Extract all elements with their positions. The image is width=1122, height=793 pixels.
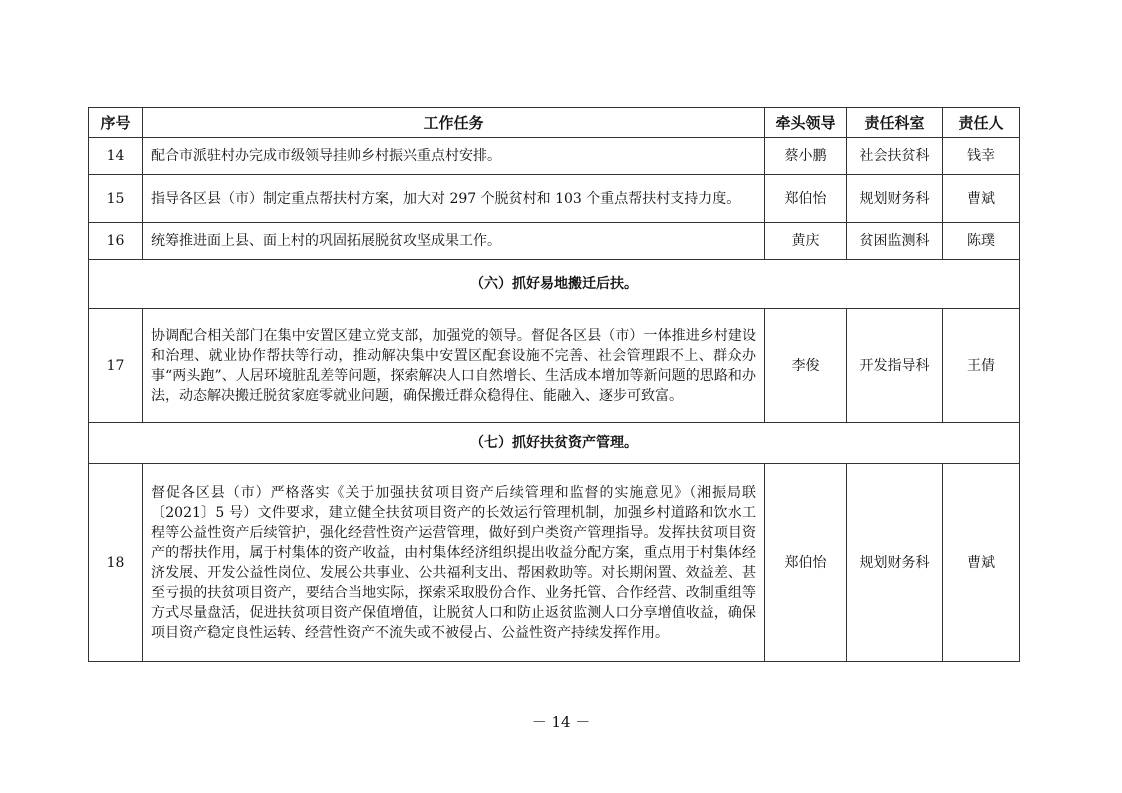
row-leader: 黄庆 bbox=[765, 223, 847, 260]
table-row bbox=[89, 175, 1020, 223]
row-dept: 贫困监测科 bbox=[847, 223, 943, 260]
row-dept: 规划财务科 bbox=[847, 464, 943, 662]
row-task: 督促各区县（市）严格落实《关于加强扶贫项目资产后续管理和监督的实施意见》（湘振局联〔2021〕5 号）文件要求，建立健全扶贫项目资产的长效运行管理机制，加强乡村道路和饮水工程等公益性资产后续管护，强化经营性资产运营管理，做好到户类资产管理指导。发挥扶贫项目资产的帮扶作用，属于村集体的资产收益，由村集体经济组织提出收益分配方案，重点用于村集体经济发展、开发公益性岗位、发展公共事业、公共福利支出、帮困救助等。对长期闲置、效益差、甚至亏损的扶贫项目资产，要结合当地实际，探索采取股份合作、业务托管、合作经营、改制重组等方式尽量盘活，促进扶贫项目资产保值增值，让脱贫人口和防止返贫监测人口分享增值收益，确保项目资产稳定良性运转、经营性资产不流失或不被侵占、公益性资产持续发挥作用。 bbox=[143, 464, 765, 662]
page-number: － 14 － bbox=[531, 713, 591, 731]
row-person: 钱幸 bbox=[943, 138, 1020, 175]
row-task: 指导各区县（市）制定重点帮扶村方案，加大对 297 个脱贫村和 103 个重点帮扶村支持力度。 bbox=[143, 175, 765, 223]
row-dept: 规划财务科 bbox=[847, 175, 943, 223]
row-dept: 开发指导科 bbox=[847, 309, 943, 423]
section-heading-6: （六）抓好易地搬迁后扶。 bbox=[89, 260, 1020, 309]
row-dept: 社会扶贫科 bbox=[847, 138, 943, 175]
row-person: 王倩 bbox=[943, 309, 1020, 423]
row-leader: 郑伯怡 bbox=[765, 175, 847, 223]
table-row bbox=[89, 138, 1020, 175]
header-dept: 责任科室 bbox=[847, 108, 943, 138]
row-leader: 蔡小鹏 bbox=[765, 138, 847, 175]
table-row bbox=[89, 223, 1020, 260]
row-task: 统筹推进面上县、面上村的巩固拓展脱贫攻坚成果工作。 bbox=[143, 223, 765, 260]
row-person: 陈璞 bbox=[943, 223, 1020, 260]
header-leader: 牵头领导 bbox=[765, 108, 847, 138]
table-row bbox=[89, 309, 1020, 423]
section-heading-7: （七）抓好扶贫资产管理。 bbox=[89, 423, 1020, 464]
row-task: 配合市派驻村办完成市级领导挂帅乡村振兴重点村安排。 bbox=[143, 138, 765, 175]
row-number: 18 bbox=[89, 464, 143, 662]
section-row bbox=[89, 260, 1020, 309]
header-person: 责任人 bbox=[943, 108, 1020, 138]
row-person: 曹斌 bbox=[943, 464, 1020, 662]
row-number: 15 bbox=[89, 175, 143, 223]
row-leader: 李俊 bbox=[765, 309, 847, 423]
table-row bbox=[89, 464, 1020, 662]
header-no: 序号 bbox=[89, 108, 143, 138]
row-number: 14 bbox=[89, 138, 143, 175]
row-leader: 郑伯怡 bbox=[765, 464, 847, 662]
table-header-row bbox=[89, 108, 1020, 138]
row-task: 协调配合相关部门在集中安置区建立党支部，加强党的领导。督促各区县（市）一体推进乡村建设和治理、就业协作帮扶等行动，推动解决集中安置区配套设施不完善、社会管理跟不上、群众办事“两头跑”、人居环境脏乱差等问题，探索解决人口自然增长、生活成本增加等新问题的思路和办法，动态解决搬迁脱贫家庭零就业问题，确保搬迁群众稳得住、能融入、逐步可致富。 bbox=[143, 309, 765, 423]
task-table bbox=[88, 107, 1020, 662]
section-row bbox=[89, 423, 1020, 464]
row-person: 曹斌 bbox=[943, 175, 1020, 223]
row-number: 17 bbox=[89, 309, 143, 423]
row-number: 16 bbox=[89, 223, 143, 260]
header-task: 工作任务 bbox=[143, 108, 765, 138]
